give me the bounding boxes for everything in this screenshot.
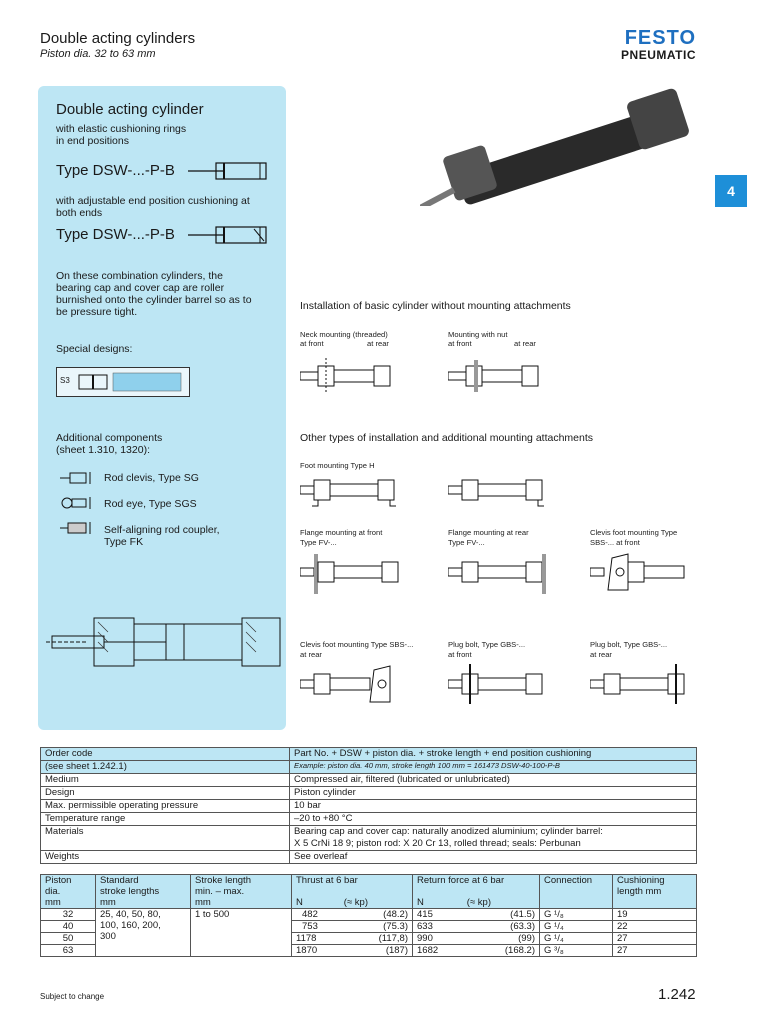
foot-mounting-drawing-2 [448, 474, 558, 508]
flange-rear-drawing [448, 552, 558, 596]
clevis-rear-drawing [300, 664, 410, 708]
table-row [41, 813, 697, 826]
component-label: Rod clevis, Type SG [104, 472, 199, 484]
table-row: 32 25, 40, 50, 80, 100, 160, 200, 300 1 to 500 482 (48.2) 415 (41.5) G ¹/₈ 19 [41, 909, 697, 921]
s3-label: S3 [60, 376, 70, 385]
caption: Neck mounting (threaded) [300, 330, 388, 339]
table-row: 50 1178 (117,8) 990 (99) G ¹/₄ 27 [41, 933, 697, 945]
special-design-box [56, 367, 190, 397]
rod-coupler-icon [60, 521, 100, 535]
cylinder-section-drawing [46, 604, 282, 680]
special-label: Special designs: [56, 343, 133, 355]
caption: at front [448, 339, 472, 348]
spec-label: Medium [41, 774, 290, 787]
table-row: 40 753 (75.3) 633 (63.3) G ¹/₄ 22 [41, 921, 697, 933]
additional-label: Additional components [56, 432, 163, 444]
col-header: Return force at 6 bar N (≈ kp) [413, 875, 540, 909]
para-line: burnished onto the cylinder barrel so as to [56, 294, 252, 306]
info-panel [38, 86, 286, 730]
caption: Flange mounting at front [300, 528, 383, 537]
additional-label: (sheet 1.310, 1320): [56, 444, 150, 456]
para-line: be pressure tight. [56, 306, 138, 318]
caption: at front [300, 339, 324, 348]
col-header: Cushioning length mm [613, 875, 697, 909]
spec-value: See overleaf [290, 851, 697, 864]
rod-eye-icon [60, 496, 100, 510]
clevis-front-drawing [590, 552, 700, 596]
caption: at rear [590, 650, 612, 659]
table-header-row [41, 875, 697, 909]
page-title: Double acting cylinders [40, 30, 196, 47]
table-row [41, 761, 697, 774]
brand-logo: FESTO [624, 27, 696, 49]
acid-resistant-icon [77, 371, 185, 393]
spec-label: Order code [41, 748, 290, 761]
spec-value: Bearing cap and cover cap: naturally anodized aluminium; cylinder barrel: [290, 826, 697, 839]
caption: Plug bolt, Type GBS-... [448, 640, 526, 649]
caption: at rear [367, 339, 389, 348]
para-line: On these combination cylinders, the [56, 270, 223, 282]
spec-value: Compressed air, filtered (lubricated or unlubricated) [290, 774, 697, 787]
component-label: Self-aligning rod coupler, [104, 524, 220, 536]
spec-value: 10 bar [290, 800, 697, 813]
table-row [41, 826, 697, 839]
spec-label: Temperature range [41, 813, 290, 826]
caption: Plug bolt, Type GBS-... [590, 640, 668, 649]
component-label: Rod eye, Type SGS [104, 498, 197, 510]
caption: Type FV-... [300, 538, 337, 547]
cylinder-cushion-symbol-icon [188, 224, 270, 246]
caption: Flange mounting at rear [448, 528, 529, 537]
spec-value: Piston cylinder [290, 787, 697, 800]
panel-paragraph [56, 270, 270, 318]
plug-bolt-rear-drawing [590, 664, 700, 708]
table-row [41, 851, 697, 864]
panel-line: both ends [56, 207, 103, 219]
type-label: Type DSW-...-P-B [56, 162, 175, 179]
rod-clevis-icon [60, 471, 100, 485]
foot-mounting-drawing [300, 474, 410, 508]
page-number: 1.242 [658, 986, 696, 1003]
caption: Foot mounting Type H [300, 461, 375, 470]
spec-label: Design [41, 787, 290, 800]
table-row [41, 748, 697, 761]
spec-value: Example: piston dia. 40 mm, stroke length 100 mm = 161473 DSW-40-100-P-B [290, 761, 697, 774]
spec-label: Weights [41, 851, 290, 864]
spec-label: (see sheet 1.242.1) [41, 761, 290, 774]
col-header: Standard stroke lengths mm [96, 875, 191, 909]
table-row [41, 800, 697, 813]
spec-value: –20 to +80 °C [290, 813, 697, 826]
other-title: Other types of installation and additional mounting attachments [300, 432, 594, 444]
col-header: Connection [540, 875, 613, 909]
col-header: Piston dia. mm [41, 875, 96, 909]
spec-value: Part No. + DSW + piston dia. + stroke length + end position cushioning [290, 748, 697, 761]
col-header: Thrust at 6 bar N (≈ kp) [292, 875, 413, 909]
cylinder-symbol-icon [188, 160, 270, 182]
spec-value: X 5 CrNi 18 9; piston rod: X 20 Cr 13, rolled thread; seals: Perbunan [290, 838, 697, 851]
section-tab[interactable]: 4 [715, 175, 747, 207]
spec-label: Max. permissible operating pressure [41, 800, 290, 813]
parameter-table [40, 874, 697, 957]
footer-note: Subject to change [40, 992, 105, 1001]
nut-mounting-drawing [448, 358, 548, 394]
caption: Mounting with nut [448, 330, 508, 339]
caption: Clevis foot mounting Type SBS-... [300, 640, 414, 649]
caption: Type FV-... [448, 538, 485, 547]
para-line: bearing cap and cover cap are roller [56, 282, 225, 294]
component-label: Type FK [104, 536, 144, 548]
caption: at rear [300, 650, 322, 659]
caption: SBS-... at front [590, 538, 640, 547]
install-title: Installation of basic cylinder without mounting attachments [300, 300, 571, 312]
page-subtitle: Piston dia. 32 to 63 mm [40, 48, 156, 60]
brand-sub: PNEUMATIC [621, 48, 696, 62]
panel-title: Double acting cylinder [56, 101, 204, 118]
product-photo [420, 86, 700, 206]
spec-table [40, 747, 697, 864]
spec-label: Materials [41, 826, 290, 851]
caption: at front [448, 650, 472, 659]
caption: Clevis foot mounting Type [590, 528, 678, 537]
neck-mounting-drawing [300, 358, 400, 394]
type-label: Type DSW-...-P-B [56, 226, 175, 243]
col-header: Stroke length min. – max. mm [191, 875, 292, 909]
panel-line: with adjustable end position cushioning at [56, 195, 250, 207]
panel-line: in end positions [56, 135, 129, 147]
table-row [41, 774, 697, 787]
plug-bolt-front-drawing [448, 664, 558, 708]
flange-front-drawing [300, 552, 410, 596]
table-row: 63 1870 (187) 1682 (168.2) G ³/₈ 27 [41, 945, 697, 957]
caption: at rear [514, 339, 536, 348]
table-row [41, 787, 697, 800]
panel-line: with elastic cushioning rings [56, 123, 187, 135]
